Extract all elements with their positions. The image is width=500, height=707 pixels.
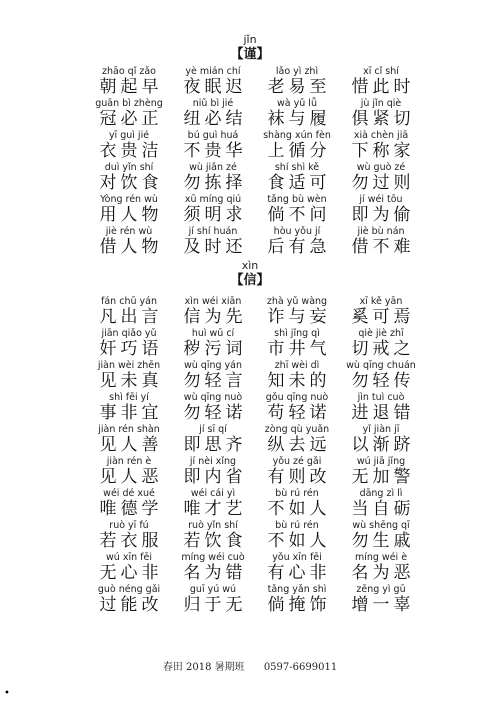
phrase-pinyin: jìn tuì cuò (357, 392, 405, 403)
verse-phrase (342, 328, 420, 360)
verse-line (90, 98, 420, 130)
phrase-hanzi: 若衣服 (99, 531, 163, 551)
phrase-pinyin: wù guò zé (356, 162, 406, 173)
verse-phrase (174, 194, 252, 226)
verse-phrase (258, 424, 336, 456)
phrase-pinyin: shì jǐng qì (274, 328, 320, 339)
verse-block-xin (90, 296, 420, 616)
verse-phrase (258, 456, 336, 488)
phrase-hanzi: 勿轻言 (183, 371, 247, 391)
phrase-hanzi: 有则改 (267, 467, 331, 487)
phrase-pinyin: xū míng qiú (184, 194, 242, 205)
verse-phrase (258, 194, 336, 226)
verse-phrase (90, 424, 168, 456)
verse-phrase (258, 584, 336, 616)
verse-phrase (174, 130, 252, 162)
phrase-pinyin: wù jiǎn zé (189, 162, 237, 173)
footer-phone: 0597-6699011 (263, 662, 338, 673)
phrase-pinyin: wéi cái yì (190, 488, 236, 499)
verse-phrase (342, 162, 420, 194)
section-pinyin: jǐn (243, 33, 257, 46)
phrase-pinyin: yǒu xīn fēi (272, 552, 322, 563)
phrase-hanzi: 诈与妄 (267, 307, 331, 327)
verse-phrase (342, 98, 420, 130)
phrase-pinyin: guò néng gǎi (97, 584, 161, 595)
verse-phrase (258, 66, 336, 98)
phrase-pinyin: hòu yǒu jí (273, 226, 321, 237)
phrase-pinyin: shì fēi yí (109, 392, 149, 403)
phrase-hanzi: 上循分 (267, 141, 331, 161)
verse-phrase (174, 424, 252, 456)
verse-phrase (90, 194, 168, 226)
phrase-hanzi: 纵去远 (267, 435, 331, 455)
verse-line (90, 552, 420, 584)
phrase-hanzi: 事非宜 (99, 403, 163, 423)
phrase-hanzi: 夜眠迟 (183, 77, 247, 97)
verse-phrase (258, 360, 336, 392)
phrase-hanzi: 食适可 (267, 173, 331, 193)
verse-phrase (174, 392, 252, 424)
verse-phrase (90, 66, 168, 98)
verse-phrase (174, 488, 252, 520)
verse-phrase (258, 162, 336, 194)
phrase-hanzi: 以渐跻 (351, 435, 415, 455)
phrase-pinyin: bú guì huá (187, 130, 239, 141)
phrase-pinyin: jiān qiǎo yǔ (101, 328, 157, 339)
phrase-pinyin: wú xīn fēi (106, 552, 152, 563)
phrase-hanzi: 惜此时 (351, 77, 415, 97)
phrase-pinyin: fán chū yán (101, 296, 157, 307)
phrase-hanzi: 勿生戚 (351, 531, 415, 551)
verse-phrase (90, 520, 168, 552)
phrase-pinyin: jí shí huán (188, 226, 238, 237)
verse-phrase (174, 360, 252, 392)
phrase-pinyin: wù qīng yán (183, 360, 243, 371)
phrase-pinyin: dāng zì lì (359, 488, 403, 499)
section-heading-xin (0, 260, 500, 288)
phrase-pinyin: wù shēng qī (352, 520, 410, 531)
phrase-hanzi: 纽必结 (183, 109, 247, 129)
verse-line (90, 360, 420, 392)
verse-phrase (342, 488, 420, 520)
verse-phrase (258, 520, 336, 552)
verse-phrase (258, 328, 336, 360)
phrase-pinyin: jí wéi tōu (359, 194, 403, 205)
verse-phrase (258, 552, 336, 584)
phrase-hanzi: 俱紧切 (351, 109, 415, 129)
phrase-hanzi: 下称家 (351, 141, 415, 161)
phrase-pinyin: jiè rén wù (105, 226, 153, 237)
phrase-hanzi: 老易至 (267, 77, 331, 97)
verse-phrase (174, 328, 252, 360)
phrase-hanzi: 冠必正 (99, 109, 163, 129)
phrase-hanzi: 名为恶 (351, 563, 415, 583)
verse-line (90, 328, 420, 360)
phrase-hanzi: 凡出言 (99, 307, 163, 327)
phrase-pinyin: xī kě yān (359, 296, 403, 307)
verse-phrase (258, 98, 336, 130)
phrase-pinyin: jiè bù nán (357, 226, 405, 237)
verse-phrase (342, 360, 420, 392)
phrase-hanzi: 增一辜 (351, 595, 415, 615)
verse-phrase (90, 392, 168, 424)
verse-phrase (258, 296, 336, 328)
section-pinyin: xìn (241, 259, 259, 272)
phrase-pinyin: wù qīng chuán (346, 360, 416, 371)
phrase-hanzi: 名为错 (183, 563, 247, 583)
phrase-hanzi: 归于无 (183, 595, 247, 615)
phrase-hanzi: 袜与履 (267, 109, 331, 129)
phrase-hanzi: 市井气 (267, 339, 331, 359)
verse-phrase (342, 66, 420, 98)
footer-org: 春田 2018 暑期班 (162, 662, 245, 673)
verse-phrase (342, 226, 420, 258)
verse-phrase (90, 296, 168, 328)
verse-phrase (342, 424, 420, 456)
verse-phrase (258, 392, 336, 424)
phrase-hanzi: 知未的 (267, 371, 331, 391)
verse-line (90, 296, 420, 328)
phrase-pinyin: tǎng bù wèn (267, 194, 327, 205)
verse-phrase (90, 552, 168, 584)
verse-line (90, 424, 420, 456)
phrase-pinyin: wà yǔ lǚ (277, 98, 317, 109)
phrase-hanzi: 苟轻诺 (267, 403, 331, 423)
verse-phrase (342, 130, 420, 162)
phrase-pinyin: Yòng rén wù (100, 194, 158, 205)
verse-phrase (90, 488, 168, 520)
phrase-hanzi: 不贵华 (183, 141, 247, 161)
phrase-hanzi: 进退错 (351, 403, 415, 423)
verse-phrase (174, 456, 252, 488)
phrase-hanzi: 唯才艺 (183, 499, 247, 519)
phrase-hanzi: 即内省 (183, 467, 247, 487)
phrase-pinyin: yǒu zé gǎi (272, 456, 322, 467)
phrase-hanzi: 借人物 (99, 237, 163, 257)
phrase-pinyin: míng wéi cuò (181, 552, 245, 563)
phrase-hanzi: 衣贵洁 (99, 141, 163, 161)
phrase-pinyin: huì wū cí (191, 328, 235, 339)
phrase-pinyin: gǒu qīng nuò (265, 392, 329, 403)
phrase-hanzi: 须明求 (183, 205, 247, 225)
phrase-pinyin: jí sī qí (199, 424, 227, 435)
phrase-hanzi: 及时还 (183, 237, 247, 257)
phrase-hanzi: 不如人 (267, 499, 331, 519)
phrase-pinyin: shí shì kě (274, 162, 320, 173)
phrase-pinyin: míng wéi è (354, 552, 408, 563)
phrase-pinyin: yǐ jiàn jī (362, 424, 400, 435)
phrase-pinyin: jí nèi xǐng (189, 456, 237, 467)
verse-line (90, 66, 420, 98)
verse-phrase (174, 66, 252, 98)
phrase-pinyin: jiàn wèi zhēn (97, 360, 161, 371)
phrase-hanzi: 朝起早 (99, 77, 163, 97)
verse-phrase (342, 392, 420, 424)
phrase-pinyin: jù jǐn qiè (360, 98, 402, 109)
verse-phrase (174, 520, 252, 552)
verse-line (90, 194, 420, 226)
phrase-pinyin: xìn wéi xiān (184, 296, 242, 307)
phrase-hanzi: 倘不问 (267, 205, 331, 225)
verse-phrase (342, 456, 420, 488)
phrase-pinyin: bù rú rén (275, 488, 319, 499)
phrase-hanzi: 后有急 (267, 237, 331, 257)
phrase-pinyin: zhāo qǐ zǎo (102, 66, 156, 77)
phrase-pinyin: wù qīng nuò (183, 392, 243, 403)
verse-line (90, 488, 420, 520)
phrase-hanzi: 切戒之 (351, 339, 415, 359)
phrase-hanzi: 即思齐 (183, 435, 247, 455)
phrase-pinyin: qiè jiè zhī (358, 328, 404, 339)
phrase-hanzi: 奸巧语 (99, 339, 163, 359)
phrase-pinyin: zhī wèi dì (274, 360, 320, 371)
phrase-hanzi: 勿拣择 (183, 173, 247, 193)
verse-phrase (90, 98, 168, 130)
phrase-pinyin: wú jiā jǐng (356, 456, 406, 467)
phrase-hanzi: 有心非 (267, 563, 331, 583)
phrase-hanzi: 见人善 (99, 435, 163, 455)
section-title: 【谨】 (230, 47, 270, 62)
phrase-pinyin: ruò yǐn shí (188, 520, 238, 531)
phrase-pinyin: duì yǐn shí (104, 162, 154, 173)
verse-phrase (342, 194, 420, 226)
verse-phrase (342, 520, 420, 552)
phrase-hanzi: 勿过则 (351, 173, 415, 193)
verse-phrase (342, 584, 420, 616)
phrase-pinyin: jiàn rén è (106, 456, 152, 467)
section-title: 【信】 (230, 273, 270, 288)
phrase-hanzi: 无加警 (351, 467, 415, 487)
verse-phrase (174, 162, 252, 194)
verse-line (90, 520, 420, 552)
phrase-hanzi: 借不难 (351, 237, 415, 257)
phrase-pinyin: guī yú wú (189, 584, 237, 595)
verse-phrase (174, 98, 252, 130)
page-bullet-mark: • (4, 688, 10, 699)
verse-phrase (90, 162, 168, 194)
phrase-hanzi: 倘掩饰 (267, 595, 331, 615)
phrase-hanzi: 过能改 (99, 595, 163, 615)
phrase-pinyin: bù rú rén (275, 520, 319, 531)
verse-line (90, 162, 420, 194)
verse-phrase (174, 552, 252, 584)
phrase-pinyin: wéi dé xué (103, 488, 155, 499)
phrase-hanzi: 见未真 (99, 371, 163, 391)
phrase-pinyin: niǔ bì jié (192, 98, 234, 109)
phrase-pinyin: xī cǐ shí (363, 66, 399, 77)
verse-phrase (90, 360, 168, 392)
verse-phrase (90, 456, 168, 488)
verse-phrase (90, 584, 168, 616)
section-heading-jin (0, 34, 500, 62)
phrase-hanzi: 即为偷 (351, 205, 415, 225)
verse-phrase (90, 226, 168, 258)
phrase-pinyin: zòng qù yuǎn (264, 424, 330, 435)
verse-line (90, 584, 420, 616)
verse-phrase (342, 552, 420, 584)
phrase-hanzi: 唯德学 (99, 499, 163, 519)
phrase-pinyin: guān bì zhèng (95, 98, 163, 109)
phrase-hanzi: 奚可焉 (351, 307, 415, 327)
verse-phrase (258, 488, 336, 520)
phrase-hanzi: 若饮食 (183, 531, 247, 551)
verse-phrase (258, 226, 336, 258)
phrase-hanzi: 勿轻诺 (183, 403, 247, 423)
phrase-hanzi: 用人物 (99, 205, 163, 225)
verse-line (90, 456, 420, 488)
phrase-pinyin: xià chèn jiā (353, 130, 409, 141)
phrase-hanzi: 秽污词 (183, 339, 247, 359)
verse-phrase (174, 296, 252, 328)
verse-phrase (174, 226, 252, 258)
phrase-pinyin: ruò yī fú (109, 520, 149, 531)
phrase-pinyin: yè mián chí (185, 66, 241, 77)
verse-line (90, 392, 420, 424)
phrase-hanzi: 信为先 (183, 307, 247, 327)
footer (0, 662, 500, 674)
verse-phrase (90, 130, 168, 162)
verse-phrase (258, 130, 336, 162)
phrase-hanzi: 当自砺 (351, 499, 415, 519)
phrase-pinyin: zēng yì gū (356, 584, 406, 595)
phrase-pinyin: tǎng yǎn shì (267, 584, 327, 595)
phrase-hanzi: 不如人 (267, 531, 331, 551)
phrase-pinyin: yī guì jié (108, 130, 150, 141)
phrase-pinyin: shàng xún fèn (263, 130, 331, 141)
phrase-hanzi: 对饮食 (99, 173, 163, 193)
verse-phrase (90, 328, 168, 360)
verse-line (90, 226, 420, 258)
phrase-hanzi: 无心非 (99, 563, 163, 583)
phrase-hanzi: 见人恶 (99, 467, 163, 487)
phrase-pinyin: zhà yǔ wàng (266, 296, 328, 307)
verse-phrase (342, 296, 420, 328)
phrase-pinyin: jiàn rén shàn (98, 424, 160, 435)
verse-phrase (174, 584, 252, 616)
verse-line (90, 130, 420, 162)
phrase-pinyin: lǎo yì zhì (275, 66, 319, 77)
phrase-hanzi: 勿轻传 (351, 371, 415, 391)
verse-block-jin (90, 66, 420, 258)
